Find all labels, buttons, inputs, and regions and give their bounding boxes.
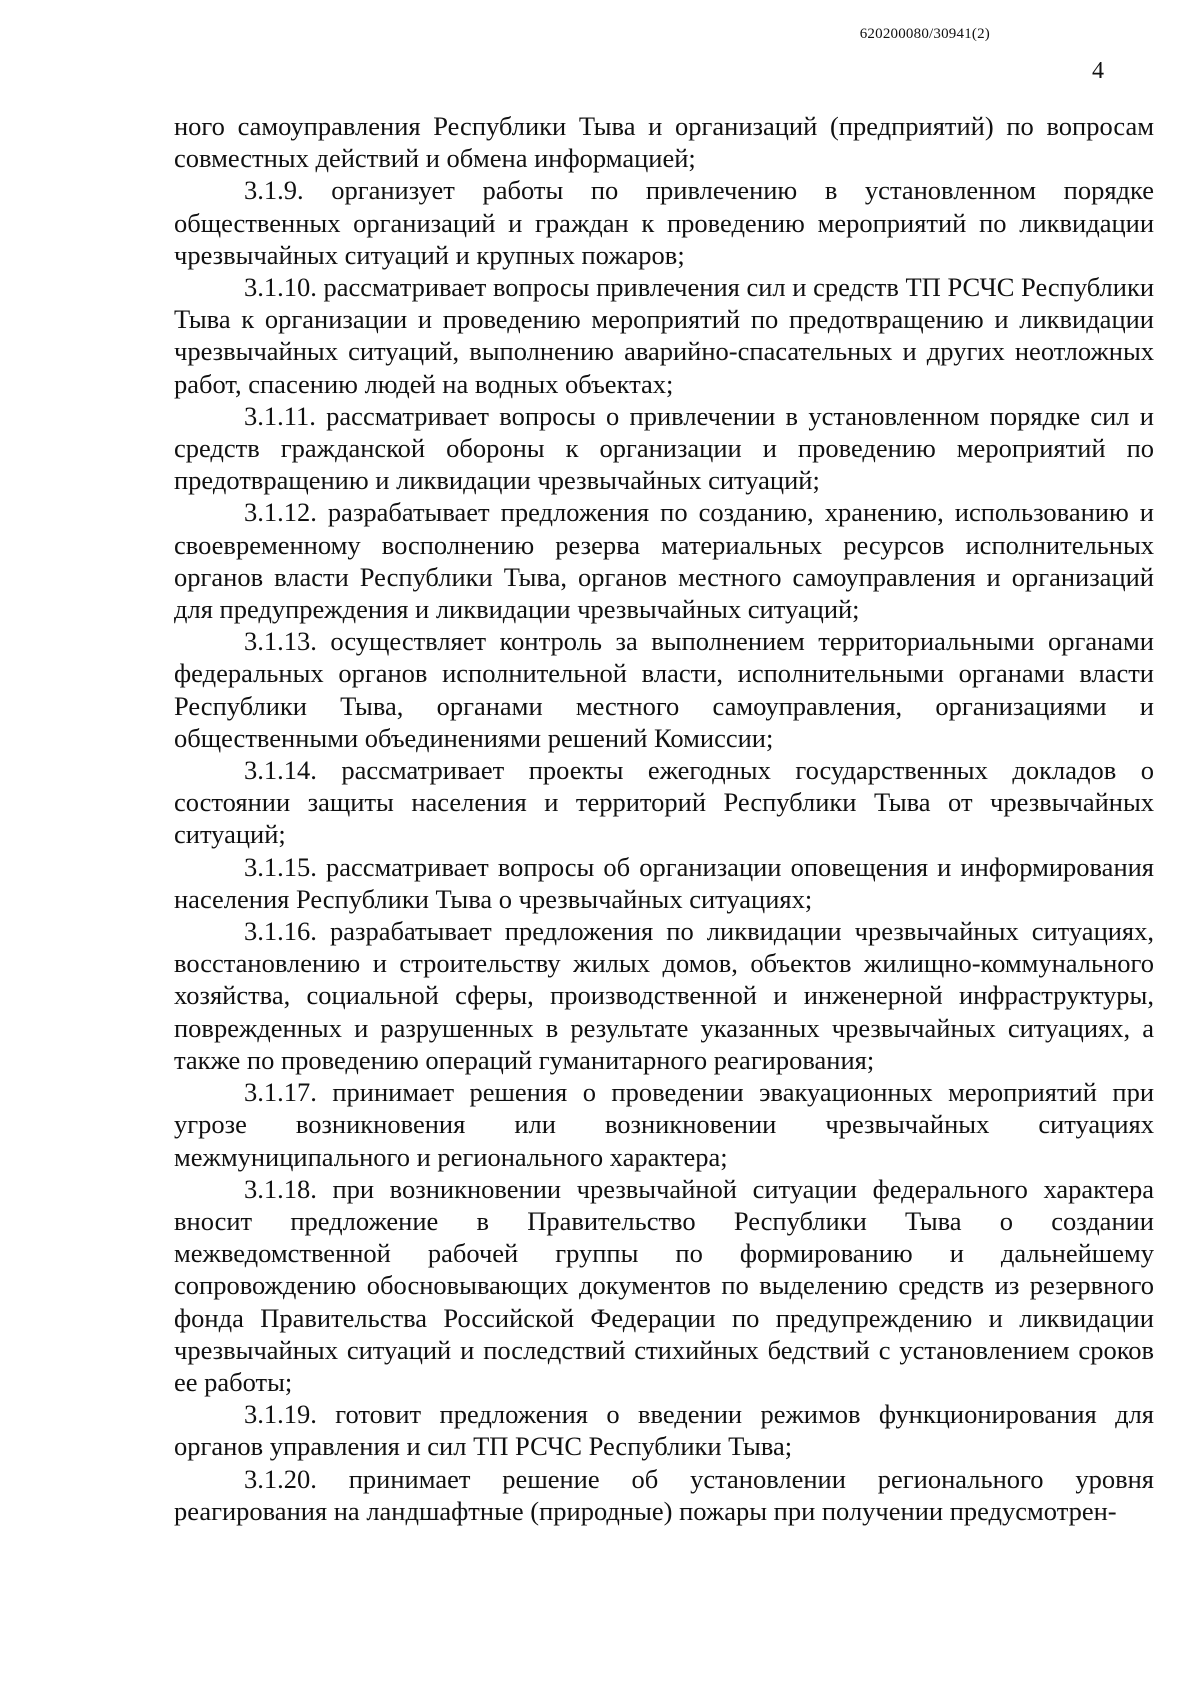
document-body (174, 110, 1154, 1527)
paragraph-continuation: ного самоуправления Республики Тыва и организаций (предприятий) по вопросам совместных действий и обмена информацией; (174, 111, 1154, 174)
paragraph-3-1-19: 3.1.19. готовит предложения о введении режимов функционирования для органов управления и сил ТП РСЧС Республики Тыва; (174, 1399, 1154, 1462)
document-id: 620200080/30941(2) (859, 26, 990, 42)
paragraph-3-1-14: 3.1.14. рассматривает проекты ежегодных государственных докладов о состоянии защиты населения и территорий Республики Тыва от чрезвычайных ситуаций; (174, 755, 1154, 850)
paragraph-3-1-9: 3.1.9. организует работы по привлечению в установленном порядке общественных организаций и граждан к проведению мероприятий по ликвидации чрезвычайных ситуаций и крупных пожаров; (174, 175, 1154, 270)
paragraph-3-1-15: 3.1.15. рассматривает вопросы об организации оповещения и информирования населения Республики Тыва о чрезвычайных ситуациях; (174, 851, 1154, 914)
paragraph-3-1-17: 3.1.17. принимает решения о проведении эвакуационных мероприятий при угрозе возникновения или возникновении чрезвычайных ситуациях межмуниципального и регионального характера; (174, 1077, 1154, 1172)
paragraph-3-1-16: 3.1.16. разрабатывает предложения по ликвидации чрезвычайных ситуациях, восстановлению и строительству жилых домов, объектов жилищно-коммунального хозяйства, социальной сферы, производственной и инженерной инфраструктуры, поврежденных и разрушенных в результате указанных чрезвычайных ситуациях, а также по проведению операций гуманитарного реагирования; (174, 916, 1154, 1075)
paragraph-3-1-13: 3.1.13. осуществляет контроль за выполнением территориальными органами федеральных органов исполнительной власти, исполнительными органами власти Республики Тыва, органами местного самоуправления, организациями и общественными объединениями решений Комиссии; (174, 626, 1154, 753)
paragraph-3-1-18: 3.1.18. при возникновении чрезвычайной ситуации федерального характера вносит предложение в Правительство Республики Тыва о создании межведомственной рабочей группы по формированию и дальнейшему сопровождению обосновывающих документов по выделению средств из резервного фонда Правительства Российской Федерации по предупреждению и ликвидации чрезвычайных ситуаций и последствий стихийных бедствий с установлением сроков ее работы; (174, 1173, 1154, 1397)
page-number: 4 (1092, 58, 1104, 84)
paragraph-3-1-11: 3.1.11. рассматривает вопросы о привлечении в установленном порядке сил и средств гражданской обороны к организации и проведению мероприятий по предотвращению и ликвидации чрезвычайных ситуаций; (174, 400, 1154, 496)
paragraph-3-1-20: 3.1.20. принимает решение об установлении регионального уровня реагирования на ландшафтные (природные) пожары при получении предусмотрен- (174, 1463, 1154, 1526)
paragraph-3-1-12: 3.1.12. разрабатывает предложения по созданию, хранению, использованию и своевременному восполнению резерва материальных ресурсов исполнительных органов власти Республики Тыва, органов местного самоуправления и организаций для предупреждения и ликвидации чрезвычайных ситуаций; (174, 497, 1154, 625)
paragraph-3-1-10: 3.1.10. рассматривает вопросы привлечения сил и средств ТП РСЧС Республики Тыва к организации и проведению мероприятий по предотвращению и ликвидации чрезвычайных ситуаций, выполнению аварийно-спасательных и других неотложных работ, спасению людей на водных объектах; (174, 272, 1154, 399)
